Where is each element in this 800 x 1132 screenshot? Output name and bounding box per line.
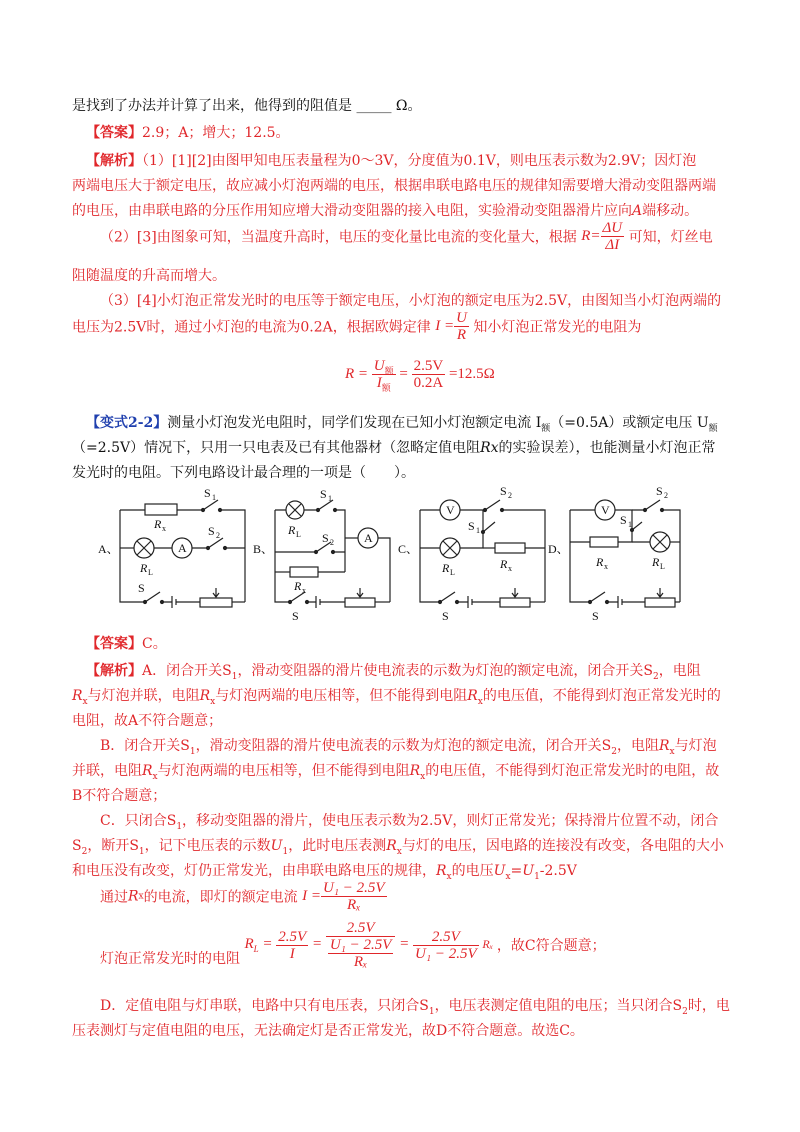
label-rl: R [442, 561, 450, 575]
text: Rx [480, 440, 499, 456]
text: 是找到了办法并计算了出来，他得到的阻值是 [72, 98, 352, 114]
subscript: 2 [81, 846, 88, 857]
text: 的电压 [451, 863, 494, 879]
analysis-line [72, 685, 721, 705]
text: 的电压值，不能得到灯泡正常发光时的 [482, 688, 721, 704]
label-sub: x [508, 564, 512, 573]
label-sub: x [162, 524, 166, 533]
text: = [399, 936, 410, 953]
analysis-line [100, 735, 717, 755]
analysis-line: 压表测灯与定值电阻的电压，无法确定灯是否正常发光，故D不符合题意。故选C。 [72, 1023, 584, 1039]
text: =12.5Ω [448, 366, 495, 382]
label-s1: S [204, 486, 211, 500]
text: 2.5V [413, 929, 479, 946]
label-sub: L [148, 568, 153, 577]
subscript: x [446, 871, 452, 882]
label-voltmeter: V [446, 503, 455, 517]
text: I [376, 375, 382, 391]
rheostat [345, 598, 375, 607]
label-s: S [138, 581, 145, 595]
label-sub: 1 [212, 493, 216, 502]
text: R [142, 763, 153, 779]
subscript: 1 [428, 1006, 435, 1017]
text: ，电阻 [616, 738, 659, 754]
answer-label: 【答案】 [86, 636, 142, 652]
text: （=0.5A）或额定电压 U [550, 415, 709, 431]
answer-1 [86, 122, 290, 142]
subscript: x [138, 891, 144, 902]
option-label-b: B、 [253, 542, 274, 556]
answer-text: 2.9；A；增大；12.5。 [142, 125, 290, 141]
analysis-line [86, 660, 701, 680]
analysis-line [100, 995, 730, 1015]
subscript: x [152, 771, 158, 782]
question-label: 【变式2-2】 [86, 415, 168, 431]
text: U₁ − 2.5V [415, 945, 477, 962]
text: R [409, 763, 421, 779]
unit: Ω。 [395, 98, 422, 114]
label-sub: 2 [508, 491, 512, 500]
text: ，此时电压表测 [288, 838, 387, 854]
analysis-line [86, 150, 696, 170]
text: U [373, 358, 385, 374]
label-s2: S [656, 484, 663, 498]
text: 电压为2.5V时，通过小灯泡的电流为0.2A，根据欧姆定律 [72, 319, 431, 336]
text: 可知，灯丝电 [628, 229, 713, 246]
switch-node [484, 509, 487, 512]
text: A [632, 203, 643, 219]
blank: _____ [356, 98, 392, 114]
switch-node [202, 509, 205, 512]
analysis-line [72, 760, 719, 780]
analysis-line: 电阻，故A不符合题意； [72, 713, 223, 729]
label-rx: R [596, 555, 604, 569]
switch-node [644, 509, 647, 512]
text: 并联，电阻 [72, 763, 142, 779]
text: 的电流，即灯的额定电流 [143, 889, 298, 906]
text: D．定值电阻与灯串联，电路中只有电压表，只闭合S [100, 998, 429, 1014]
text: ，断开S [87, 838, 139, 854]
text: 知小灯泡正常发光的电阻为 [473, 319, 642, 336]
text: R [467, 688, 478, 704]
rheostat [200, 598, 232, 607]
text: ，移动变阻器的滑片，使电压表示数为2.5V，则灯正常发光；保持滑片位置不动，闭合 [182, 813, 719, 829]
subscript: x [420, 771, 426, 782]
subscript: 额 [381, 383, 391, 393]
option-label-c: C、 [398, 542, 419, 556]
label-sub: 1 [628, 520, 632, 529]
analysis-line [100, 880, 387, 913]
text: R= [581, 228, 601, 244]
fraction [454, 310, 469, 343]
text: = [399, 366, 408, 382]
analysis-line [100, 810, 718, 830]
subscript: 2 [653, 671, 659, 682]
text: R [128, 888, 139, 905]
text: R [386, 838, 397, 854]
text: ，故C符合题意； [496, 938, 606, 954]
subscript: 额 [708, 423, 718, 434]
label-sub: 2 [330, 538, 334, 547]
text: U₁ − 2.5V [322, 880, 385, 896]
analysis-line [72, 200, 698, 220]
text: U [522, 863, 535, 879]
text: 与灯的电压，因电路的连接没有改变，各电阻的大小 [401, 838, 724, 854]
label-voltmeter: V [601, 503, 610, 517]
analysis-line: 阻随温度的升高而增大。 [72, 268, 226, 284]
text: -2.5V [539, 863, 577, 879]
text: 与灯泡两端的电压相等，但不能得到电阻 [215, 688, 468, 704]
text: 与灯泡 [674, 738, 717, 754]
analysis-label: 【解析】 [86, 153, 142, 169]
label-ammeter: A [178, 541, 187, 555]
label-sub: x [604, 562, 608, 571]
analysis-label: 【解析】 [86, 663, 142, 679]
question-tail-line [72, 95, 422, 115]
switch-node [144, 601, 147, 604]
text: （1）[1][2]由图甲知电压表量程为0～3V，分度值为0.1V，则电压表示数为2.9V；因灯泡 [142, 153, 697, 169]
label-rl: R [288, 523, 296, 537]
analysis-line: （3）[4]小灯泡正常发光时的电压等于额定电压，小灯泡的额定电压为2.5V，由图知当小灯泡两端的 [100, 293, 722, 309]
subscript: x [210, 696, 216, 707]
option-label-a: A、 [98, 542, 119, 556]
subscript: 额 [384, 366, 394, 376]
circuit-b [275, 500, 390, 608]
label-s1: S [468, 519, 475, 533]
equation [345, 358, 495, 391]
resistor-rx [145, 504, 177, 515]
fraction [372, 358, 396, 391]
rheostat [645, 598, 675, 607]
label-s1: S [620, 513, 627, 527]
option-label-d: D、 [548, 542, 569, 556]
text: ΔU [602, 220, 623, 236]
subscript: 1 [176, 821, 183, 832]
label-s1: S [320, 487, 327, 501]
label-rx: R [154, 517, 162, 531]
label-sub: L [296, 530, 301, 539]
text: 0.2A [413, 375, 444, 391]
text: 端移动。 [642, 203, 699, 219]
label-s: S [592, 609, 599, 623]
subscript: 2 [682, 1006, 688, 1017]
fraction [413, 929, 479, 962]
label-ammeter: A [364, 531, 373, 545]
text: 的电压值，不能得到灯泡正常发光时的电阻，故 [425, 763, 720, 779]
question-line [72, 437, 716, 457]
circuit-c [420, 500, 545, 608]
text: I = [435, 318, 455, 334]
subscript: x [669, 746, 675, 757]
text: U [493, 863, 506, 879]
analysis-line [72, 310, 641, 343]
text: （2）[3]由图象可知，当温度升高时，电压的变化量比电流的变化量大，根据 [100, 229, 577, 246]
text: 2.5V [326, 920, 396, 937]
question-line: 发光时的电阻。下列电路设计最合理的一项是（ ）。 [72, 465, 415, 481]
text: 灯泡正常发光时的电阻 [100, 951, 240, 967]
text: 的电压，由串联电路的分压作用知应增大滑动变阻器的接入电阻，实验滑动变阻器滑片应向 [72, 203, 632, 219]
answer-2 [86, 633, 167, 653]
text: U [270, 838, 283, 854]
switch-node [207, 547, 210, 550]
label-sub: L [660, 562, 665, 571]
text: ΔI [605, 237, 620, 253]
label-s: S [442, 609, 449, 623]
subscript: 2 [611, 746, 617, 757]
text: = [510, 863, 523, 879]
text: R [72, 688, 83, 704]
label-sub: 1 [476, 526, 480, 535]
subscript: x [477, 696, 483, 707]
label-s2: S [208, 524, 215, 538]
switch-node [439, 601, 442, 604]
label-s2: S [500, 484, 507, 498]
text: R [436, 863, 447, 879]
analysis-line: 两端电压大于额定电压，故应减小灯泡两端的电压，根据串联电路电压的规律知需要增大滑动变阻器两端 [72, 178, 716, 194]
text: R = [345, 366, 369, 382]
text: Rₓ [347, 897, 361, 913]
subscript: L [253, 944, 259, 955]
text: I = [302, 888, 321, 904]
text: S [72, 838, 82, 854]
fraction [601, 220, 625, 253]
resistor-rx [590, 537, 618, 547]
label-rl: R [652, 555, 660, 569]
text: R [658, 738, 670, 754]
subscript: 1 [189, 746, 196, 757]
fraction [276, 929, 308, 962]
fraction [412, 358, 446, 391]
circuit-diagrams [90, 480, 690, 630]
equation [244, 920, 496, 970]
text: 与灯泡两端的电压相等，但不能得到电阻 [157, 763, 410, 779]
text: Rₓ [482, 937, 494, 952]
text: ，电阻 [658, 663, 701, 679]
subscript: 额 [541, 423, 551, 434]
analysis-line [72, 835, 724, 855]
text: 2.5V [413, 358, 444, 374]
text: 2.5V [278, 928, 307, 945]
analysis-line [100, 920, 606, 970]
text: U₁ − 2.5V [329, 937, 392, 953]
subscript: 1 [231, 671, 238, 682]
text: R [456, 327, 467, 343]
label-sub: L [450, 568, 455, 577]
text: 的实验误差），也能测量小灯泡正常 [498, 440, 716, 456]
subscript: x [505, 871, 511, 882]
text: 测量小灯泡发光电阻时，同学们发现在已知小灯泡额定电流 I [167, 415, 542, 431]
text: A．闭合开关S [142, 663, 232, 679]
text: Rₓ [353, 954, 368, 970]
answer-text: C。 [142, 636, 167, 652]
text: I [289, 945, 295, 962]
label-sub: 2 [664, 491, 668, 500]
subscript: 1 [282, 846, 289, 857]
label-sub: 1 [328, 494, 332, 503]
text: R [199, 688, 211, 704]
fraction [326, 920, 396, 970]
resistor-rx [290, 567, 318, 577]
fraction [321, 880, 387, 913]
text: R [244, 936, 254, 953]
switch-node [589, 601, 592, 604]
label-s: S [292, 609, 299, 623]
text: 时，电 [687, 998, 730, 1014]
question-line [86, 412, 718, 432]
label-rx: R [294, 579, 302, 593]
label-sub: x [302, 586, 306, 595]
text: 通过 [100, 889, 128, 906]
analysis-line: B不符合题意； [72, 788, 167, 804]
switch-node [289, 601, 292, 604]
analysis-line [100, 220, 713, 253]
text: ，滑动变阻器的滑片使电流表的示数为灯泡的额定电流，闭合开关S [237, 663, 654, 679]
text: ，滑动变阻器的滑片使电流表的示数为灯泡的额定电流，闭合开关S [195, 738, 612, 754]
text: = [311, 936, 323, 953]
label-rx: R [500, 557, 508, 571]
label-rl: R [140, 561, 148, 575]
resistor-rx [495, 543, 525, 553]
text: （=2.5V）情况下，只用一只电表及已有其他器材（忽略定值电阻 [72, 440, 481, 456]
text: 和电压没有改变，灯仍正常发光，由串联电路电压的规律， [72, 863, 436, 879]
rheostat [500, 598, 530, 607]
analysis-line [72, 860, 577, 880]
answer-label: 【答案】 [86, 125, 142, 141]
subscript: x [396, 846, 402, 857]
text: ，电压表测定值电阻的电压；当只闭合S [434, 998, 683, 1014]
switch-node [317, 509, 320, 512]
subscript: 1 [138, 846, 145, 857]
text: U [456, 310, 467, 326]
text: C．只闭合S [100, 813, 177, 829]
text: = [262, 936, 273, 953]
text: ，记下电压表的示数 [144, 838, 271, 854]
text: B．闭合开关S [100, 738, 190, 754]
subscript: x [82, 696, 88, 707]
text: 与灯泡并联，电阻 [87, 688, 200, 704]
subscript: 1 [534, 871, 540, 882]
label-s2: S [322, 531, 329, 545]
label-sub: 2 [216, 531, 220, 540]
